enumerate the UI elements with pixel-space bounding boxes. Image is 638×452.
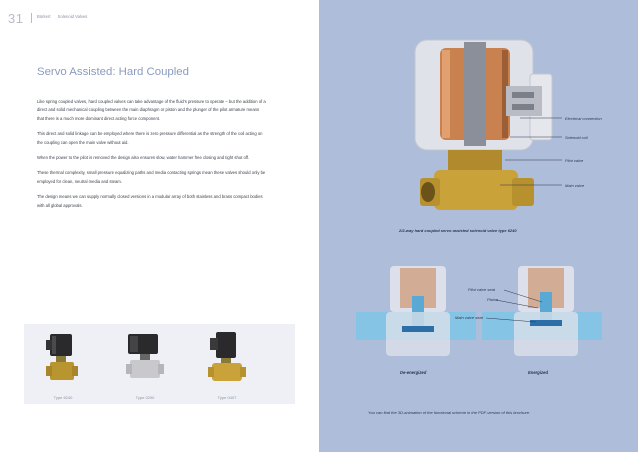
breadcrumb bbox=[37, 14, 93, 19]
product-type-0407[interactable] bbox=[198, 326, 256, 402]
state-deenergized-label: De-energized bbox=[400, 370, 427, 375]
figure-caption: 2/2-way hard coupled servo assisted solenoid valve type 6240 bbox=[399, 228, 517, 233]
state-energized-label: Energized bbox=[528, 370, 549, 375]
leader-lines bbox=[500, 105, 570, 195]
page-number: 31 bbox=[8, 11, 24, 26]
header-divider bbox=[31, 13, 32, 23]
product-caption: Type 6240 bbox=[53, 395, 73, 400]
label-main-valve-seat: Main valve seat bbox=[455, 315, 483, 320]
label-electrical-connection: Electrical connection bbox=[565, 116, 602, 121]
breadcrumb-section[interactable]: Solenoid Valves bbox=[57, 14, 88, 19]
state-illustrations bbox=[346, 262, 608, 366]
product-type-0290[interactable] bbox=[116, 326, 174, 402]
label-solenoid-coil: Solenoid coil bbox=[565, 135, 588, 140]
label-main-valve: Main valve bbox=[565, 183, 585, 188]
product-caption: Type 0290 bbox=[135, 395, 155, 400]
deenergized-valve bbox=[356, 266, 476, 356]
paragraph: The design means we can supply normally closed versions in a modular array of both stainless and brass compact bodies with all global approvals. bbox=[37, 194, 263, 208]
breadcrumb-brand[interactable]: Bürkert bbox=[37, 14, 51, 19]
valve-6240-image bbox=[34, 326, 92, 392]
label-pilot-valve-seat: Pilot valve seat bbox=[468, 287, 495, 292]
label-pilot-valve: Pilot valve bbox=[565, 158, 584, 163]
valve-0290-image bbox=[116, 326, 174, 392]
paragraph: Like spring coupled valves, hard coupled valves can take advantage of the fluid's pressure to operate – but the addition of a direct and solid mechanical coupling between the main diaphragm or piston and the plunger of the pilot armature means that there is a much more dominant direct acting force component. bbox=[37, 99, 266, 121]
paragraph: When the power to the pilot is removed the design also ensures slow, water hammer free closing and tight shut off. bbox=[37, 155, 250, 161]
footnote: You can find the 3D-animation of the functional scheme in the PDF-version of this brochure. bbox=[368, 410, 531, 415]
valve-0407-image bbox=[198, 326, 256, 392]
label-piston: Piston bbox=[487, 297, 499, 302]
paragraph: This direct and solid linkage can be employed where there is zero pressure differential as the strength of the coil acting on the coupling can open the main valve without aid. bbox=[37, 131, 263, 145]
energized-valve bbox=[482, 266, 602, 356]
section-title: Servo Assisted: Hard Coupled bbox=[37, 66, 189, 78]
body-text bbox=[37, 98, 267, 217]
product-type-6240[interactable] bbox=[34, 326, 92, 402]
product-caption: Type 0407 bbox=[217, 395, 237, 400]
product-strip bbox=[24, 324, 295, 404]
paragraph: These thermal complexity, small pressure equalizing paths and media contacting springs mean these valves should only be employed for clean, neutral media and steam. bbox=[37, 170, 266, 184]
